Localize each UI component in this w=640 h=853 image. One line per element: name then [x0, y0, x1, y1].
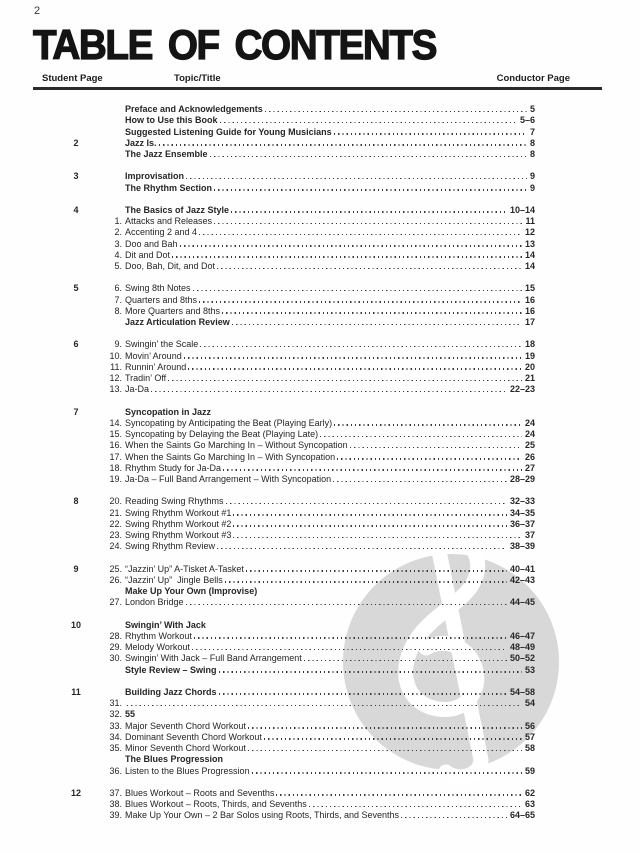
entry-number: 6.	[114, 283, 122, 294]
page-title: TABLE OF CONTENTS	[33, 21, 436, 68]
entry-title: Doo and Bah	[125, 238, 178, 249]
entry-title: “Jazzin’ Up” Jingle Bells	[125, 574, 223, 585]
entry-title: The Jazz Ensemble	[125, 149, 208, 159]
toc-row	[33, 429, 535, 440]
entry-title: Melody Workout	[125, 642, 190, 652]
student-page-number: 3	[73, 171, 79, 182]
entry-number: 13.	[109, 384, 122, 395]
entry-number: 35.	[109, 743, 122, 753]
conductor-page-number: 24	[524, 417, 535, 428]
student-page-number: 6	[73, 339, 79, 350]
entry-title: Syncopation in Jazz	[125, 406, 212, 417]
conductor-page-number: 13	[524, 238, 535, 249]
entry-number: 16.	[109, 440, 122, 451]
dot-leader	[217, 548, 507, 549]
student-page-number: 11	[71, 686, 81, 697]
entry-title: Jazz Articulation Review	[125, 317, 230, 327]
entry-title: Swing Rhythm Review	[125, 541, 216, 552]
student-page-number: 10	[70, 619, 81, 630]
conductor-page-number: 36–37	[509, 518, 535, 529]
toc-row	[33, 766, 535, 777]
dot-leader	[265, 111, 527, 112]
toc-row	[33, 541, 535, 552]
entry-title: Dit and Dot	[125, 249, 171, 260]
entry-title: Building Jazz Chords	[125, 686, 217, 697]
entry-number: 14.	[109, 417, 122, 428]
entry-title: Improvisation	[125, 171, 185, 182]
header-rule	[33, 87, 602, 90]
toc-row	[33, 496, 535, 507]
conductor-page-number: 24	[524, 429, 535, 439]
entry-number: 7.	[114, 294, 122, 305]
toc-row	[33, 283, 535, 294]
entry-title: Syncopating by Delaying the Beat (Playing Late)	[125, 429, 319, 439]
entry-title: Tradin’ Off	[125, 373, 167, 383]
conductor-page-number: 56	[524, 720, 535, 731]
entry-title: Major Seventh Chord Workout	[125, 720, 246, 731]
toc-block	[33, 407, 535, 486]
conductor-page-number: 46–47	[509, 630, 535, 641]
dot-leader	[226, 503, 507, 504]
toc-row	[33, 575, 535, 586]
entry-number: 39.	[109, 810, 122, 821]
entry-title: Blues Workout – Roots and Sevenths	[125, 787, 275, 798]
dot-leader	[225, 581, 507, 582]
conductor-page-number: 54–58	[509, 686, 535, 697]
entry-title: Quarters and 8ths	[125, 294, 198, 305]
conductor-page-number: 40–41	[509, 563, 535, 574]
entry-title: Rhythm Workout	[125, 630, 192, 641]
dot-leader	[180, 245, 522, 246]
toc-row	[33, 339, 535, 350]
toc-row	[33, 754, 535, 765]
toc-row	[33, 261, 535, 272]
student-page-number: 7	[73, 406, 79, 417]
dot-leader	[233, 514, 507, 515]
entry-title: More Quarters and 8ths	[125, 305, 221, 316]
conductor-page-number: 59	[524, 765, 535, 776]
toc-row	[33, 104, 535, 115]
toc-row	[33, 216, 535, 227]
entry-title: When the Saints Go Marching In – With Syncopation	[125, 451, 336, 462]
conductor-page-number: 9	[529, 171, 535, 182]
toc-block	[33, 620, 535, 676]
toc-row	[33, 597, 535, 608]
dot-leader	[246, 570, 507, 571]
entry-number: 20.	[109, 496, 122, 507]
dot-leader	[200, 346, 522, 347]
toc-block	[33, 339, 535, 395]
student-page-number: 9	[73, 563, 79, 574]
conductor-page-number: 34–35	[509, 507, 535, 518]
conductor-page-number: 50–52	[509, 653, 535, 664]
entry-title: Attacks and Releases	[125, 216, 213, 226]
conductor-page-number: 62	[524, 787, 535, 798]
entry-title: Swingin’ With Jack – Full Band Arrangement	[125, 653, 302, 664]
conductor-page-number: 14	[524, 249, 535, 260]
toc-row	[33, 440, 535, 451]
entry-number: 34.	[109, 731, 122, 742]
conductor-page-number: 16	[524, 294, 535, 305]
dot-leader	[222, 312, 522, 313]
conductor-page-number: 8	[529, 149, 535, 159]
entry-number: 1.	[114, 216, 122, 226]
toc-row	[33, 665, 535, 676]
entry-title: 55	[125, 709, 136, 720]
toc-row	[33, 709, 535, 720]
entry-title: Make Up Your Own – 2 Bar Solos using Roots, Thirds, and Sevenths	[125, 810, 399, 821]
toc-row	[33, 362, 535, 373]
toc-row	[33, 171, 535, 182]
dot-leader	[151, 391, 507, 392]
entry-number: 38.	[109, 799, 122, 809]
entry-number: 22.	[109, 518, 122, 529]
toc-row	[33, 149, 535, 160]
toc-row	[33, 508, 535, 519]
conductor-page-number: 18	[524, 339, 535, 350]
toc-row	[33, 586, 535, 597]
conductor-page-number: 63	[524, 799, 535, 809]
dot-leader	[214, 223, 522, 224]
entry-number: 8.	[114, 305, 122, 316]
conductor-page-number: 58	[524, 743, 535, 753]
toc-row	[33, 227, 535, 238]
entry-title: Swing Rhythm Workout #1	[125, 507, 232, 518]
toc-row	[33, 653, 535, 664]
toc-row	[33, 239, 535, 250]
entry-title: Swing Rhythm Workout #2	[125, 518, 232, 529]
entry-title: Movin’ Around	[125, 350, 182, 361]
entry-number: 29.	[109, 642, 122, 652]
dot-leader	[309, 806, 522, 807]
toc-row	[33, 743, 535, 754]
conductor-page-number: 20	[524, 361, 535, 372]
dot-leader	[334, 133, 527, 134]
entry-title: Ja-Da – Full Band Arrangement – With Syncopation	[125, 474, 332, 484]
dot-leader	[220, 122, 517, 123]
page-number: 2	[34, 5, 41, 17]
entry-title: Runnin’ Around	[125, 361, 187, 372]
entry-title: Swingin’ With Jack	[125, 619, 206, 630]
entry-number: 11.	[110, 361, 122, 372]
dot-leader	[199, 234, 522, 235]
toc-row	[33, 418, 535, 429]
toc-row	[33, 788, 535, 799]
student-page-number: 4	[73, 204, 79, 215]
toc-block	[33, 687, 535, 777]
dot-leader	[193, 290, 522, 291]
entry-number: 26.	[109, 574, 122, 585]
dot-leader	[199, 301, 522, 302]
dot-leader	[186, 178, 527, 179]
entry-title: How to Use this Book	[125, 115, 218, 126]
entry-title: Swing 8th Notes	[125, 283, 191, 294]
column-header-conductor-page: Conductor Page	[496, 73, 570, 84]
toc-row	[33, 183, 535, 194]
conductor-page-number: 44–45	[509, 597, 535, 608]
toc-block	[33, 788, 535, 822]
toc-row	[33, 631, 535, 642]
entry-title: Dominant Seventh Chord Workout	[125, 731, 262, 742]
student-page-number: 12	[70, 787, 81, 798]
entry-title: Minor Seventh Chord Workout	[125, 743, 246, 753]
dot-leader	[223, 469, 522, 470]
entry-title: Suggested Listening Guide for Young Musicians	[125, 126, 332, 137]
dot-leader	[159, 144, 527, 145]
column-headers	[0, 73, 640, 86]
conductor-page-number: 15	[524, 283, 535, 294]
toc-row	[33, 127, 535, 138]
student-page-number: 2	[73, 137, 79, 148]
toc-row	[33, 698, 535, 709]
entry-number: 5.	[114, 261, 122, 271]
conductor-page-number: 48–49	[509, 642, 535, 652]
entry-number: 10.	[109, 350, 122, 361]
dot-leader	[217, 268, 522, 269]
entry-title: London Bridge	[125, 597, 184, 608]
toc-block	[33, 564, 535, 609]
entry-number: 17.	[109, 451, 122, 462]
entry-title: Reading Swing Rhythms	[125, 496, 224, 507]
conductor-page-number: 21	[524, 373, 535, 383]
toc-row	[33, 564, 535, 575]
toc-row	[33, 721, 535, 732]
toc-block	[33, 205, 535, 273]
entry-title: The Basics of Jazz Style	[125, 204, 230, 215]
entry-number: 28.	[109, 630, 122, 641]
conductor-page-number: 64–65	[509, 810, 535, 821]
conductor-page-number: 53	[524, 664, 535, 675]
entry-number: 9.	[114, 339, 122, 350]
entry-number: 12.	[109, 373, 122, 383]
dot-leader	[333, 481, 507, 482]
conductor-page-number: 26	[524, 451, 535, 462]
entry-title: Listen to the Blues Progression	[125, 765, 250, 776]
dot-leader	[184, 357, 522, 358]
dot-leader	[401, 817, 507, 818]
entry-title: Syncopating by Anticipating the Beat (Playing Early)	[125, 417, 333, 428]
dot-leader	[232, 324, 522, 325]
conductor-page-number: 14	[524, 261, 535, 271]
entry-number: 21.	[109, 507, 122, 518]
conductor-page-number: 10–14	[509, 204, 535, 215]
conductor-page-number: 5	[529, 104, 535, 114]
toc-list	[33, 104, 535, 833]
toc-row	[33, 351, 535, 362]
toc-row	[33, 687, 535, 698]
conductor-page-number: 27	[524, 462, 535, 473]
entry-title: Preface and Acknowledgements	[125, 104, 263, 114]
toc-row	[33, 620, 535, 631]
dot-leader	[233, 525, 507, 526]
dot-leader	[304, 660, 507, 661]
conductor-page-number: 25	[524, 440, 535, 451]
toc-row	[33, 295, 535, 306]
entry-number: 4.	[114, 249, 122, 260]
dot-leader	[172, 256, 522, 257]
dot-leader	[233, 537, 522, 538]
entry-title: Swing Rhythm Workout #3	[125, 530, 232, 540]
entry-title: Make Up Your Own (Improvise)	[125, 586, 258, 596]
entry-title: Ja-Da	[125, 384, 150, 395]
toc-row	[33, 384, 535, 395]
dot-leader	[219, 671, 522, 672]
dot-leader	[334, 424, 522, 425]
toc-row	[33, 205, 535, 216]
conductor-page-number: 32–33	[509, 496, 535, 507]
toc-row	[33, 642, 535, 653]
entry-title: Swingin’ the Scale	[125, 339, 199, 350]
toc-row	[33, 250, 535, 261]
dot-leader	[320, 436, 522, 437]
dot-leader	[210, 156, 527, 157]
conductor-page-number: 19	[524, 350, 535, 361]
column-header-student-page: Student Page	[42, 73, 103, 84]
conductor-page-number: 12	[524, 227, 535, 238]
toc-block	[33, 283, 535, 328]
conductor-page-number: 28–29	[509, 474, 535, 484]
entry-number: 36.	[109, 765, 122, 776]
toc-row	[33, 810, 535, 821]
entry-title: “Jazzin’ Up” A-Tisket A-Tasket	[125, 563, 244, 574]
toc-row	[33, 452, 535, 463]
entry-number: 32.	[109, 709, 122, 720]
entry-number: 30.	[109, 653, 122, 664]
conductor-page-number: 37	[524, 530, 535, 540]
dot-leader	[168, 380, 522, 381]
toc-row	[33, 317, 535, 328]
conductor-page-number: 11	[525, 216, 535, 226]
entry-number: 24.	[109, 541, 122, 552]
entry-title: Jazz Is.	[125, 137, 157, 148]
conductor-page-number: 42–43	[509, 574, 535, 585]
entry-number: 33.	[109, 720, 122, 731]
toc-block	[33, 171, 535, 194]
conductor-page-number: 5–6	[519, 115, 535, 126]
dot-leader	[276, 794, 522, 795]
dot-leader	[231, 211, 507, 212]
student-page-number: 8	[73, 496, 79, 507]
dot-leader	[248, 750, 522, 751]
toc-block	[33, 496, 535, 552]
dot-leader	[186, 604, 507, 605]
conductor-page-number: 57	[524, 731, 535, 742]
dot-leader	[248, 727, 522, 728]
column-header-topic-title: Topic/Title	[174, 73, 221, 84]
conductor-page-number: 9	[529, 182, 535, 193]
conductor-page-number: 16	[524, 305, 535, 316]
entry-number: 15.	[109, 429, 122, 439]
entry-title: Accenting 2 and 4	[125, 227, 198, 238]
entry-title: Style Review – Swing	[125, 664, 217, 675]
entry-number: 18.	[109, 462, 122, 473]
dot-leader	[188, 368, 522, 369]
entry-number: 19.	[109, 474, 122, 484]
entry-title: Rhythm Study for Ja-Da	[125, 462, 222, 473]
toc-row	[33, 115, 535, 126]
entry-number: 31.	[109, 698, 122, 708]
entry-title: Doo, Bah, Dit, and Dot	[125, 261, 216, 271]
dot-leader	[214, 189, 527, 190]
entry-number: 27.	[109, 597, 122, 608]
entry-number: 3.	[114, 238, 122, 249]
toc-row	[33, 463, 535, 474]
conductor-page-number: 54	[524, 698, 535, 708]
conductor-page-number: 17	[524, 317, 535, 327]
entry-title: The Blues Progression	[125, 754, 224, 765]
conductor-page-number: 22–23	[509, 384, 535, 395]
dot-leader	[192, 649, 507, 650]
dot-leader	[194, 637, 507, 638]
toc-row	[33, 306, 535, 317]
entry-title: Blues Workout – Roots, Thirds, and Sevenths	[125, 799, 307, 809]
toc-row	[33, 474, 535, 485]
dot-leader	[219, 693, 507, 694]
conductor-page-number: 38–39	[509, 541, 535, 552]
dot-leader	[127, 705, 522, 706]
entry-number: 23.	[109, 530, 122, 540]
student-page-number: 5	[73, 283, 79, 294]
entry-title: When the Saints Go Marching In – Without Syncopation	[125, 440, 348, 451]
toc-row	[33, 519, 535, 530]
toc-row	[33, 530, 535, 541]
toc-block	[33, 104, 535, 160]
conductor-page-number: 7	[529, 126, 535, 137]
toc-row	[33, 732, 535, 743]
conductor-page-number: 8	[529, 137, 535, 148]
dot-leader	[350, 447, 522, 448]
dot-leader	[264, 738, 522, 739]
entry-title: The Rhythm Section	[125, 182, 213, 193]
toc-row	[33, 799, 535, 810]
entry-number: 37.	[109, 787, 122, 798]
toc-row	[33, 407, 535, 418]
dot-leader	[252, 772, 522, 773]
toc-row	[33, 138, 535, 149]
toc-row	[33, 373, 535, 384]
entry-number: 2.	[114, 227, 122, 238]
entry-number: 25.	[109, 563, 122, 574]
dot-leader	[337, 458, 522, 459]
